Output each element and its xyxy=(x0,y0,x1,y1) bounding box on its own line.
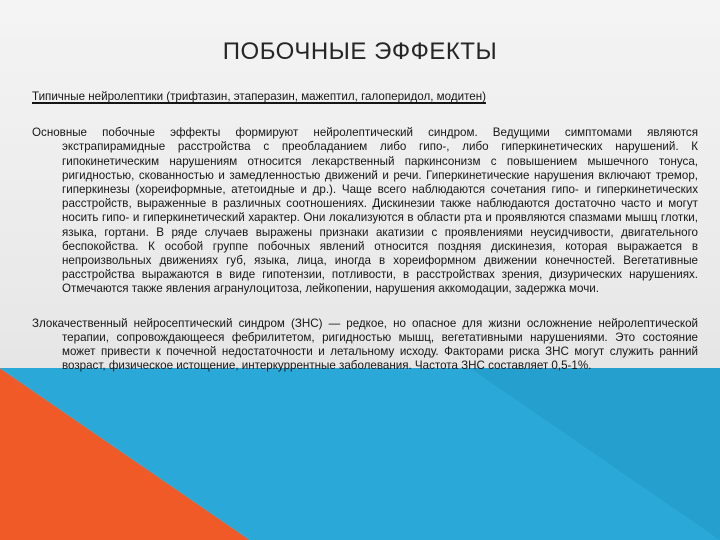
paragraph-side-effects: Основные побочные эффекты формируют нейролептический синдром. Ведущими симптомами являются экстрапирамидные расстройства с преобладанием либо гипо-, либо гиперкинетических нарушений. К гипокинетическим нарушениям относится лекарственный паркинсонизм с повышением мышечного тонуса, ригидностью, скованностью и замедленностью движений и речи. Гиперкинетические нарушения включают тремор, гиперкинезы (хореиформные, атетоидные и др.). Чаще всего наблюдаются сочетания гипо- и гиперкинетических расстройств, выраженные в различных соотношениях. Дискинезии также наблюдаются достаточно часто и могут носить гипо- и гиперкинетический характер. Они локализуются в области рта и проявляются спазмами мышц глотки, языка, гортани. В ряде случаев выражены признаки акатизии с проявлениями неусидчивости, двигательного беспокойства. К особой группе побочных явлений относится поздняя дискинезия, которая выражается в непроизвольных движениях губ, языка, лица, иногда в хореиформном движении конечностей. Вегетативные расстройства выражаются в виде гипотензии, потливости, в расстройствах зрения, дизурических нарушениях. Отмечаются также явления агранулоцитоза, лейкопении, нарушения аккомодации, задержка мочи. xyxy=(32,126,698,296)
paragraph-nms: Злокачественный нейросептический синдром (ЗНС) — редкое, но опасное для жизни осложнение нейролептической терапии, сопровождающееся фебрилитетом, ригидностью мышц, вегетативными нарушениями. Это состояние может привести к почечной недостаточности и летальному исходу. Факторами риска ЗНС могут служить ранний возраст, физическое истощение, интеркуррентные заболевания. Частота ЗНС составляет 0,5-1%. xyxy=(32,316,698,373)
slide-subtitle: Типичные нейролептики (трифтазин, этаперазин, мажептил, галоперидол, модитен) xyxy=(32,90,486,103)
slide-title: ПОБОЧНЫЕ ЭФФЕКТЫ xyxy=(222,38,498,65)
slide-body xyxy=(22,90,698,393)
